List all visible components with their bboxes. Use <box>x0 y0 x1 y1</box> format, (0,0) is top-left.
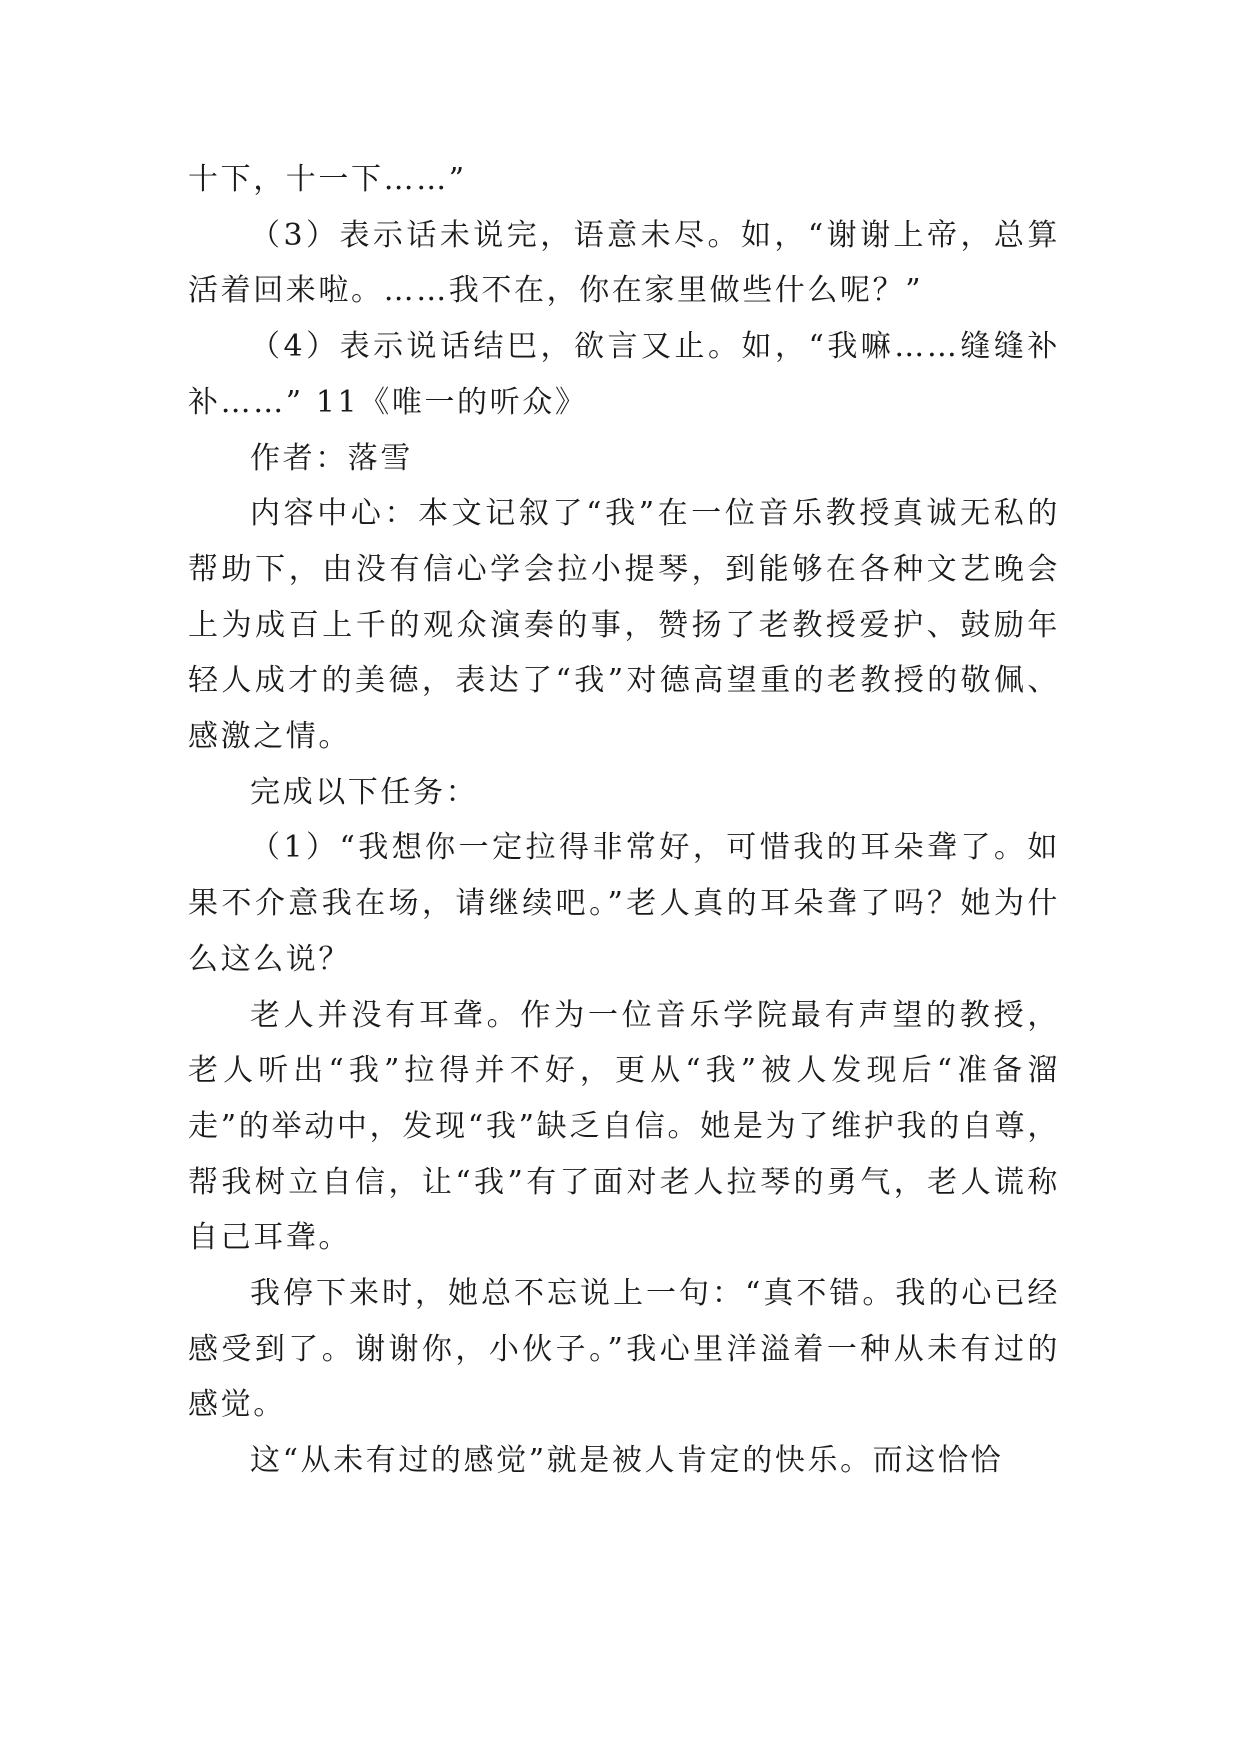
paragraph-quote: 我停下来时，她总不忘说上一句：“真不错。我的心已经感受到了。谢谢你，小伙子。”我心里洋溢着一种从未有过的感觉。 <box>188 1276 1060 1423</box>
paragraph-example-3: （3）表示话未说完，语意未尽。如，“谢谢上帝，总算活着回来啦。……我不在，你在家里做些什么呢？” <box>188 217 1060 309</box>
paragraph-continuation: 十下，十一下……” <box>188 162 467 197</box>
paragraph-answer-1: 老人并没有耳聋。作为一位音乐学院最有声望的教授，老人听出“我”拉得并不好，更从“我”被人发现后“准备溜走”的举动中，发现“我”缺乏自信。她是为了维护我的自尊，帮我树立自信，让“我”有了面对老人拉琴的勇气，老人谎称自己耳聋。 <box>188 997 1060 1256</box>
paragraph-author: 作者：落雪 <box>250 440 413 476</box>
paragraph-task-heading: 完成以下任务： <box>250 774 479 810</box>
document-body <box>188 152 1060 1489</box>
paragraph-example-4: （4）表示说话结巴，欲言又止。如，“我嘛……缝缝补补……” 11《唯一的听众》 <box>188 329 1060 420</box>
paragraph-analysis: 这“从未有过的感觉”就是被人肯定的快乐。而这恰恰 <box>250 1443 1004 1479</box>
paragraph-question-1: （1）“我想你一定拉得非常好，可惜我的耳朵聋了。如果不介意我在场，请继续吧。”老人真的耳朵聋了吗？她为什么这么说？ <box>188 830 1060 977</box>
paragraph-content-summary: 内容中心：本文记叙了“我”在一位音乐教授真诚无私的帮助下，由没有信心学会拉小提琴，到能够在各种文艺晚会上为成百上千的观众演奏的事，赞扬了老教授爱护、鼓励年轻人成才的美德，表达了“我”对德高望重的老教授的敬佩、感激之情。 <box>188 496 1060 755</box>
